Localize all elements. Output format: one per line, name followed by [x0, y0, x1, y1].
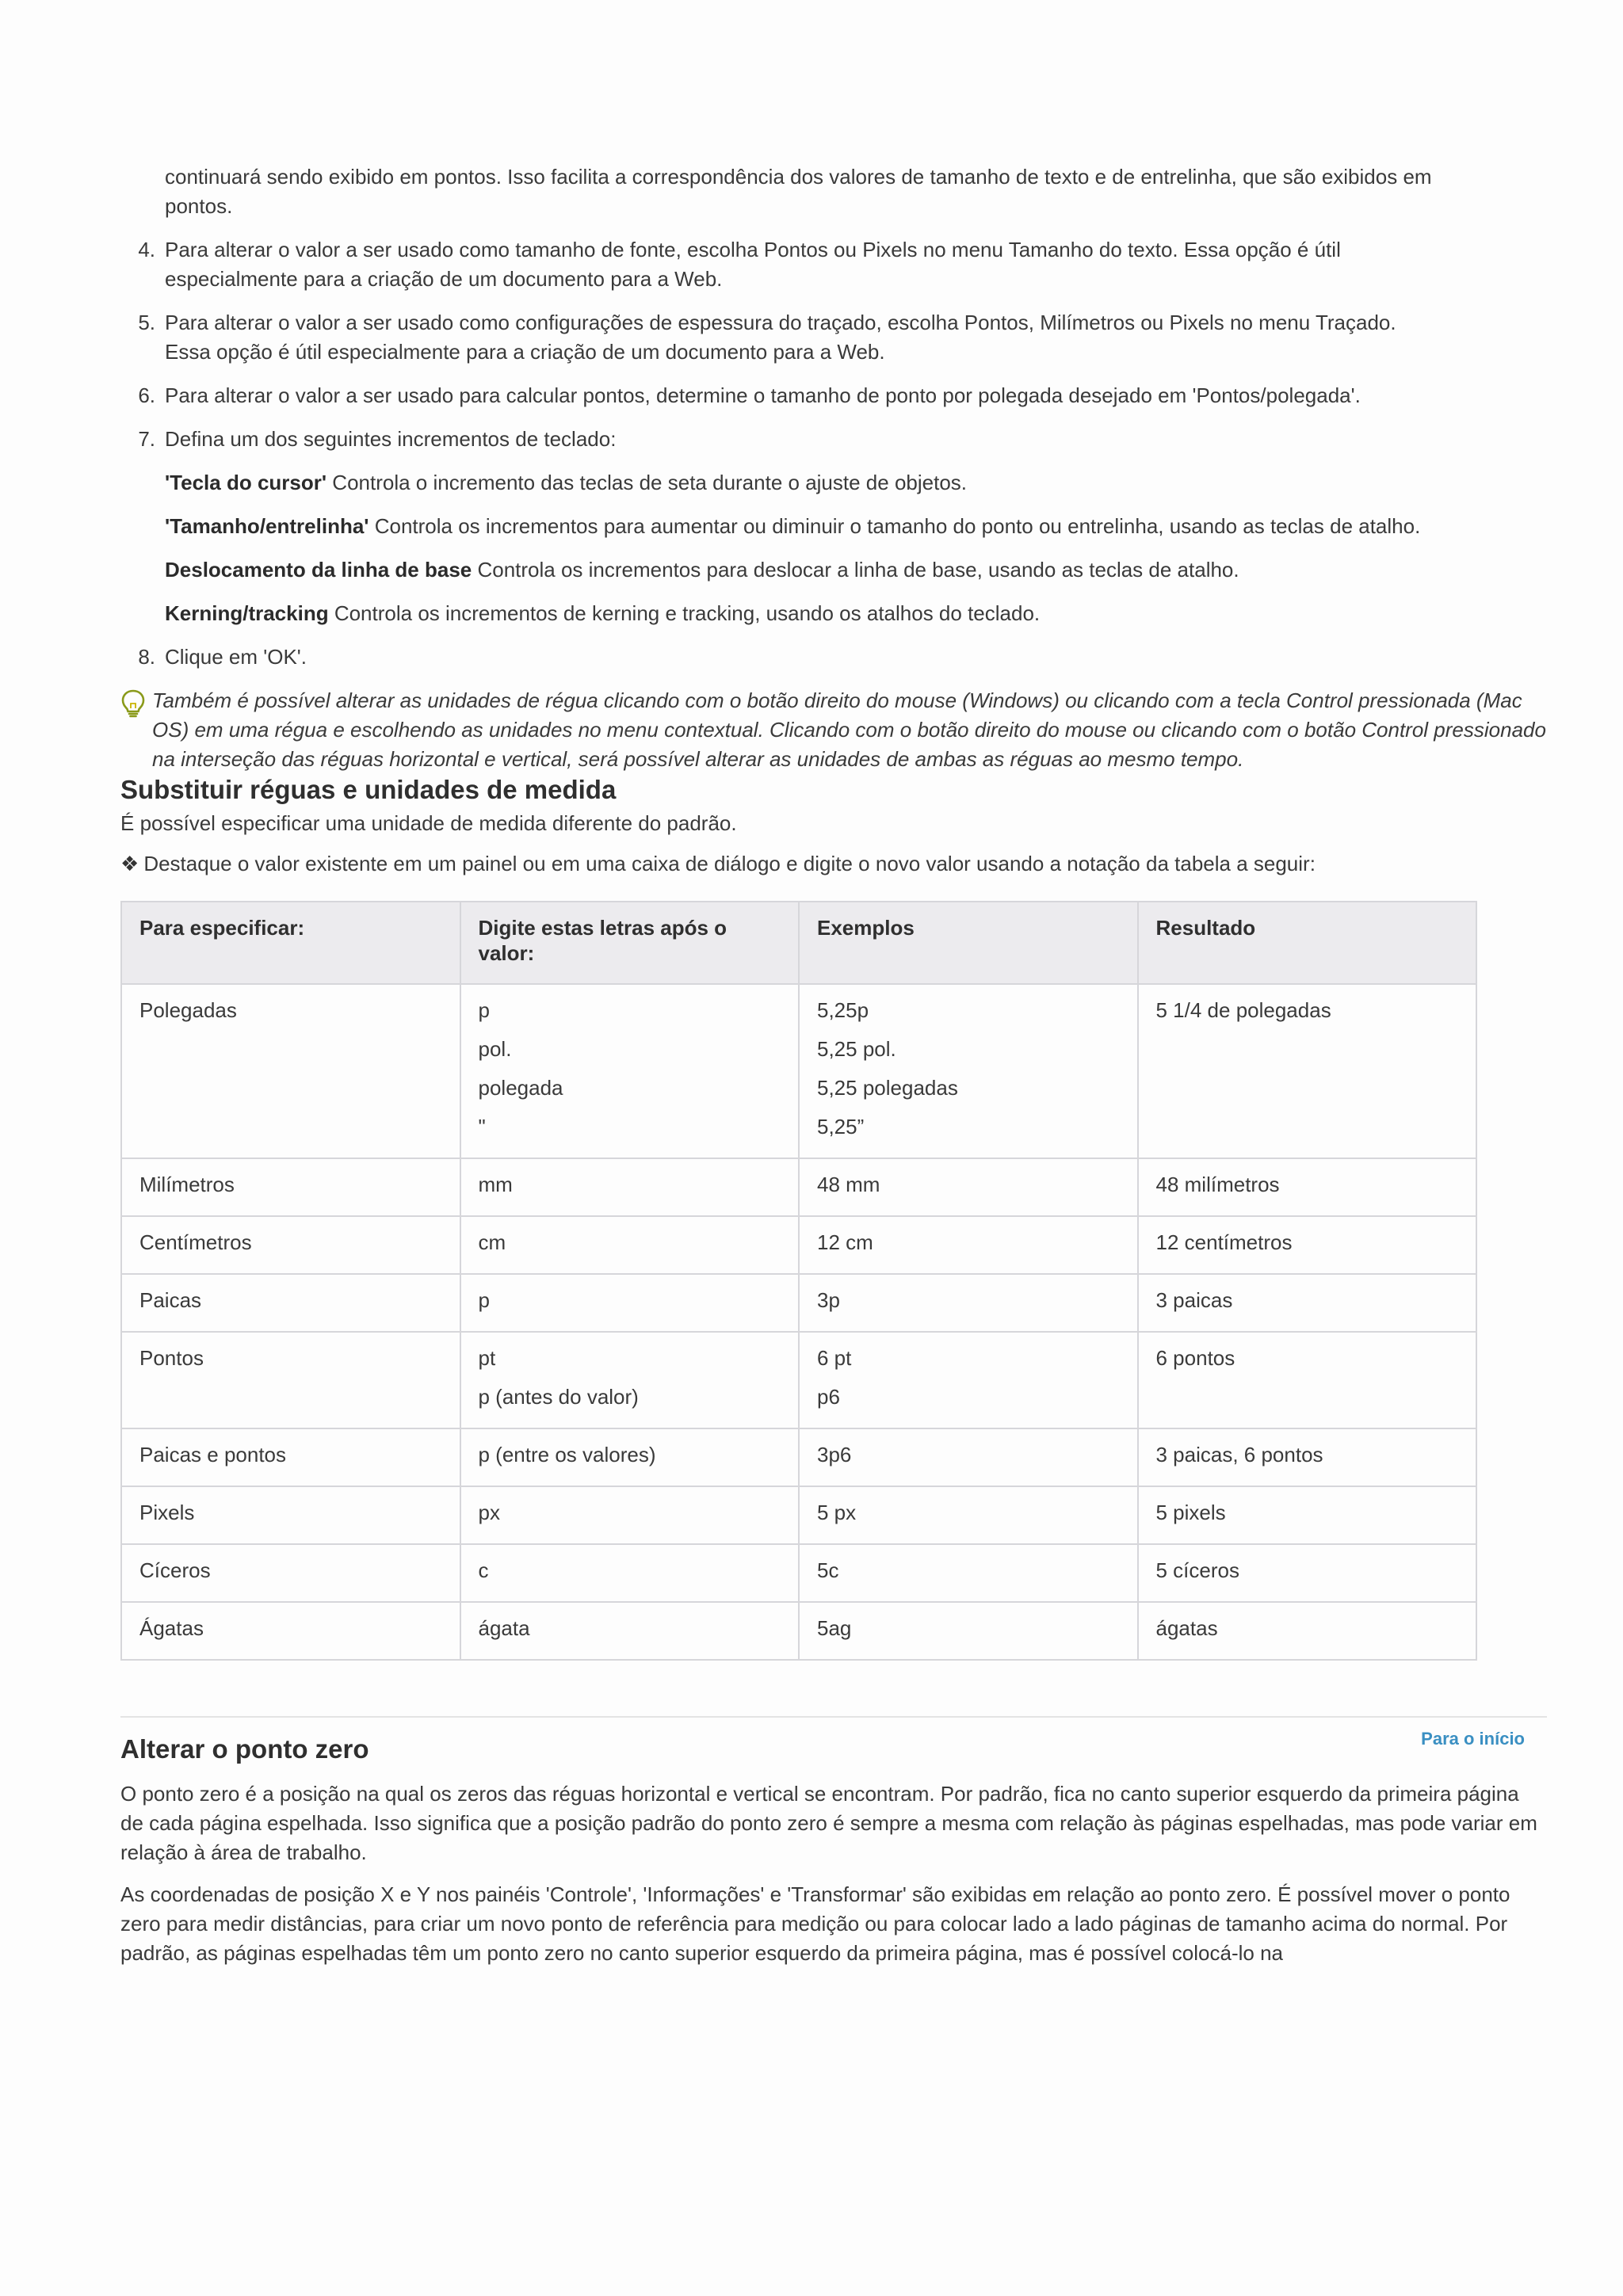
cell-line: p (entre os valores): [478, 1443, 656, 1466]
cell-line: 48 mm: [817, 1173, 880, 1196]
cell-line: 5 pixels: [1155, 1501, 1226, 1524]
table-row: [121, 1274, 1476, 1332]
table-row: [121, 1428, 1476, 1486]
table-cell-result: [1138, 1216, 1477, 1274]
list-item: [120, 308, 1547, 367]
definition-term: 'Tecla do cursor': [165, 471, 327, 494]
table-row: [121, 1332, 1476, 1428]
column-header: Exemplos: [799, 902, 1138, 984]
definition-term: Deslocamento da linha de base: [165, 558, 472, 582]
cell-line: c: [478, 1558, 489, 1582]
table-cell-spec: [121, 1332, 460, 1428]
table-row: [121, 1602, 1476, 1660]
section-title-substituir: Substituir réguas e unidades de medida: [120, 775, 617, 804]
units-table: [120, 901, 1477, 1661]
table-cell-examples: [799, 1602, 1138, 1660]
column-header: Digite estas letras após o valor:: [460, 902, 800, 984]
table-cell-spec: [121, 1216, 460, 1274]
step-text: Clique em 'OK'.: [165, 645, 307, 669]
table-body: [121, 984, 1476, 1660]
table-cell-result: [1138, 1602, 1477, 1660]
cell-line: 3p: [817, 1288, 840, 1312]
step-text: Para alterar o valor a ser usado como configurações de espessura do traçado, escolha Pontos, Milímetros ou Pixels no menu Traçado. Essa opção é útil especialmente para a criação de um documento para a Web.: [165, 311, 1396, 364]
cell-line: 5,25 polegadas: [817, 1076, 958, 1100]
definition-item: [165, 555, 1444, 585]
table-cell-result: [1138, 984, 1477, 1158]
cell-line: polegada: [478, 1076, 563, 1100]
section-title-ponto-zero: Alterar o ponto zero: [120, 1734, 369, 1764]
cell-line: 12 cm: [817, 1230, 873, 1254]
table-cell-result: [1138, 1486, 1477, 1544]
definition-item: [165, 468, 1444, 498]
table-cell-examples: [799, 1332, 1138, 1428]
table-cell-letters: [460, 1486, 800, 1544]
step-number: 6.: [138, 383, 155, 407]
table-cell-result: [1138, 1158, 1477, 1216]
table-cell-result: [1138, 1274, 1477, 1332]
cell-line: ágata: [478, 1616, 530, 1640]
table-cell-examples: [799, 1274, 1138, 1332]
cell-line: 3 paicas, 6 pontos: [1155, 1443, 1323, 1466]
cell-line: px: [478, 1501, 500, 1524]
table-cell-letters: [460, 1602, 800, 1660]
cell-line: p: [478, 1288, 490, 1312]
table-cell-spec: [121, 1428, 460, 1486]
cell-line: 5,25”: [817, 1115, 865, 1138]
cell-line: pt: [478, 1346, 496, 1370]
tip-text: Também é possível alterar as unidades de régua clicando com o botão direito do mouse (Windows) ou clicando com a tecla Control pressionada (Mac OS) em uma régua e escolhendo as unidades no menu contextual. Clicando com o botão direito do mouse ou clicando com o botão Control pressionado na interseção das réguas horizontal e vertical, será possível alterar as unidades de ambas as réguas ao mesmo tempo.: [152, 688, 1546, 771]
cell-line: p (antes do valor): [478, 1385, 639, 1409]
table-cell-examples: [799, 1216, 1138, 1274]
table-row: [121, 984, 1476, 1158]
step-text: Para alterar o valor a ser usado para calcular pontos, determine o tamanho de ponto por polegada desejado em 'Pontos/polegada'.: [165, 383, 1361, 407]
page-content: [120, 162, 1547, 1968]
cell-line: 5ag: [817, 1616, 852, 1640]
cell-line: p: [478, 998, 490, 1022]
list-item: [120, 425, 1547, 628]
column-header: Resultado: [1138, 902, 1477, 984]
step-number: 4.: [138, 238, 155, 261]
table-row: [121, 1544, 1476, 1602]
table-row: [121, 1158, 1476, 1216]
step-number: 5.: [138, 311, 155, 334]
cell-line: 3p6: [817, 1443, 852, 1466]
cell-line: 5 px: [817, 1501, 857, 1524]
table-cell-result: [1138, 1544, 1477, 1602]
cell-line: 5 cíceros: [1155, 1558, 1239, 1582]
bullet-diamond-icon: ❖: [120, 852, 139, 875]
instruction-bullet: [120, 849, 1547, 879]
tip-note: [120, 686, 1547, 774]
table-row: [121, 1216, 1476, 1274]
paragraph: O ponto zero é a posição na qual os zeros das réguas horizontal e vertical se encontram. Por padrão, fica no canto superior esquerdo da primeira página de cada página espelhada. Isso significa que a posição padrão do ponto zero é sempre a mesma com relação às páginas espelhadas, mas pode variar em relação à área de trabalho.: [120, 1782, 1537, 1864]
table-cell-letters: [460, 1428, 800, 1486]
instruction-text: Destaque o valor existente em um painel ou em uma caixa de diálogo e digite o novo valor usando a notação da tabela a seguir:: [143, 852, 1316, 875]
lightbulb-icon: [120, 689, 146, 718]
definition-term: 'Tamanho/entrelinha': [165, 514, 369, 538]
cell-line: 6 pontos: [1155, 1346, 1235, 1370]
cell-line: Ágatas: [139, 1616, 204, 1640]
column-header: Para especificar:: [121, 902, 460, 984]
cell-line: 3 paicas: [1155, 1288, 1233, 1312]
definition-desc: Controla os incrementos para aumentar ou diminuir o tamanho do ponto ou entrelinha, usando as teclas de atalho.: [369, 514, 1421, 538]
paragraph: As coordenadas de posição X e Y nos painéis 'Controle', 'Informações' e 'Transformar' são exibidas em relação ao ponto zero. É possível mover o ponto zero para medir distâncias, para criar um novo ponto de referência para medição ou para colocar lado a lado páginas de tamanho acima do normal. Por padrão, as páginas espelhadas têm um ponto zero no canto superior esquerdo da primeira página, mas é possível colocá-lo na: [120, 1882, 1510, 1965]
step-text: Defina um dos seguintes incrementos de teclado:: [165, 427, 617, 451]
table-cell-spec: [121, 1486, 460, 1544]
table-cell-letters: [460, 984, 800, 1158]
cell-line: Milímetros: [139, 1173, 235, 1196]
cell-line: Pontos: [139, 1346, 204, 1370]
cell-line: ágatas: [1155, 1616, 1218, 1640]
table-row: [121, 1486, 1476, 1544]
section-header: [120, 1729, 1547, 1765]
cell-line: mm: [478, 1173, 513, 1196]
cell-line: 12 centímetros: [1155, 1230, 1293, 1254]
table-cell-examples: [799, 1428, 1138, 1486]
cell-line: 6 pt: [817, 1346, 852, 1370]
cell-line: cm: [478, 1230, 506, 1254]
section-divider: [120, 1716, 1547, 1718]
cell-line: 5 1/4 de polegadas: [1155, 998, 1331, 1022]
cell-line: Centímetros: [139, 1230, 252, 1254]
step-number: 7.: [138, 427, 155, 451]
definition-term: Kerning/tracking: [165, 601, 329, 625]
table-cell-examples: [799, 1158, 1138, 1216]
cell-line: Paicas: [139, 1288, 202, 1312]
section-intro: É possível especificar uma unidade de medida diferente do padrão.: [120, 811, 737, 835]
keyboard-increments-definitions: [165, 468, 1547, 628]
definition-desc: Controla o incremento das teclas de seta durante o ajuste de objetos.: [327, 471, 968, 494]
cell-line: pol.: [478, 1037, 512, 1061]
table-header-row: [121, 902, 1476, 984]
cell-line: 5,25 pol.: [817, 1037, 896, 1061]
table-cell-examples: [799, 984, 1138, 1158]
definition-desc: Controla os incrementos para deslocar a linha de base, usando as teclas de atalho.: [472, 558, 1239, 582]
steps-list: [120, 235, 1547, 672]
table-cell-examples: [799, 1486, 1138, 1544]
table-cell-letters: [460, 1544, 800, 1602]
list-item: [120, 381, 1547, 410]
list-item: [120, 235, 1547, 294]
cell-line: 48 milímetros: [1155, 1173, 1280, 1196]
table-cell-examples: [799, 1544, 1138, 1602]
table-cell-result: [1138, 1428, 1477, 1486]
table-cell-letters: [460, 1158, 800, 1216]
table-cell-letters: [460, 1216, 800, 1274]
back-to-top-link[interactable]: Para o início: [1421, 1729, 1525, 1749]
cell-line: Pixels: [139, 1501, 195, 1524]
step-text: Para alterar o valor a ser usado como tamanho de fonte, escolha Pontos ou Pixels no menu Tamanho do texto. Essa opção é útil especialmente para a criação de um documento para a Web.: [165, 238, 1341, 291]
table-cell-result: [1138, 1332, 1477, 1428]
cell-line: p6: [817, 1385, 840, 1409]
definition-item: [165, 599, 1444, 628]
list-item: [120, 643, 1547, 672]
table-cell-spec: [121, 984, 460, 1158]
definition-item: [165, 512, 1444, 541]
continued-paragraph: continuará sendo exibido em pontos. Isso facilita a correspondência dos valores de tamanho de texto e de entrelinha, que são exibidos em pontos.: [165, 165, 1432, 218]
definition-desc: Controla os incrementos de kerning e tracking, usando os atalhos do teclado.: [328, 601, 1041, 625]
cell-line: ": [478, 1115, 486, 1138]
cell-line: 5c: [817, 1558, 839, 1582]
table-cell-spec: [121, 1544, 460, 1602]
step-number: 8.: [138, 645, 155, 669]
table-cell-letters: [460, 1332, 800, 1428]
table-cell-letters: [460, 1274, 800, 1332]
table-cell-spec: [121, 1158, 460, 1216]
cell-line: Polegadas: [139, 998, 237, 1022]
cell-line: Paicas e pontos: [139, 1443, 287, 1466]
cell-line: 5,25p: [817, 998, 869, 1022]
cell-line: Cíceros: [139, 1558, 211, 1582]
table-cell-spec: [121, 1602, 460, 1660]
table-cell-spec: [121, 1274, 460, 1332]
